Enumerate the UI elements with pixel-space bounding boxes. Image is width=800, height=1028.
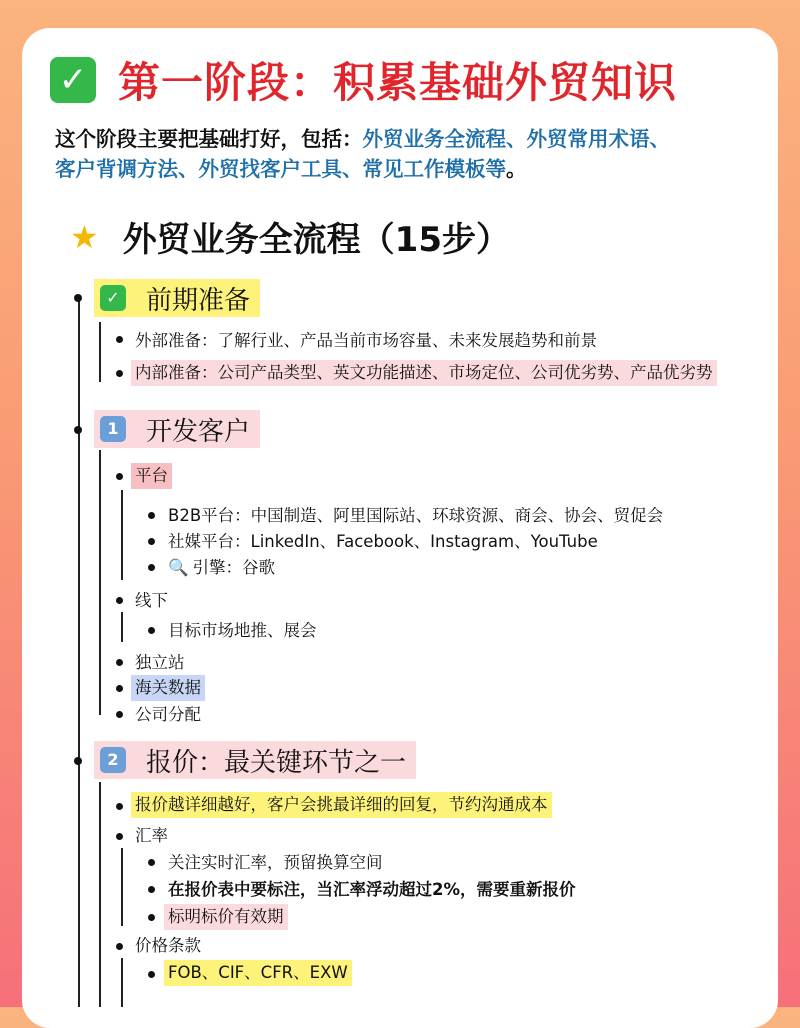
bullet [116,685,123,692]
bullet [148,538,155,545]
list-item: 社媒平台：LinkedIn、Facebook、Instagram、YouTube [168,532,598,551]
list-item: 内部准备：公司产品类型、英文功能描述、市场定位、公司优劣势、产品优劣势 [131,360,717,386]
bullet [148,859,155,866]
bullet [116,711,123,718]
quote-terms: 价格条款 [135,936,201,955]
tree-line-quote [99,782,101,1007]
section-title [70,212,510,261]
bullet [74,757,82,765]
intro-suffix: 。 [506,157,527,181]
bullet [74,426,82,434]
tree-line-prep [99,322,101,382]
check-icon: ✓ [50,57,96,103]
magnifier-icon: 🔍 [168,558,189,577]
list-item: 目标市场地推、展会 [168,621,317,640]
step-prep-title: 前期准备 [146,285,251,316]
intro-highlight-2: 客户背调方法、外贸找客户工具、常见工作模板等 [55,157,506,181]
list-item: 在报价表中要标注，当汇率浮动超过2%，需要重新报价 [168,880,576,899]
develop-offline: 线下 [135,591,168,610]
number-one-icon: 1 [100,416,126,442]
quote-rate: 汇率 [135,826,168,845]
list-item: 外部准备：了解行业、产品当前市场容量、未来发展趋势和前景 [135,331,597,350]
step-develop-header [94,410,260,448]
step-prep-header [94,279,260,317]
bullet [116,370,123,377]
check-badge-icon: ✓ [100,285,126,311]
step-quote-title: 报价：最关键环节之一 [146,747,407,778]
list-item: FOB、CIF、CFR、EXW [164,960,352,986]
bullet [116,473,123,480]
list-item: 标明标价有效期 [164,904,288,930]
section-title-text: 外贸业务全流程（15步） [122,220,511,260]
bullet [116,943,123,950]
step-quote-header [94,741,416,779]
search-engine-text: 引擎：谷歌 [192,558,276,577]
develop-platform: 平台 [131,463,172,489]
list-item: 报价越详细越好，客户会挑最详细的回复，节约沟通成本 [131,792,552,818]
number-two-icon: 2 [100,747,126,773]
bullet [116,833,123,840]
bullet [116,597,123,604]
list-item: 关注实时汇率，预留换算空间 [168,853,383,872]
develop-company: 公司分配 [135,705,201,724]
list-item-search-engine [164,555,279,581]
tree-line-rate [121,848,123,926]
intro-prefix: 这个阶段主要把基础打好，包括： [55,127,363,151]
bullet [148,971,155,978]
tree-line-main [78,300,80,1007]
bullet [74,294,82,302]
page-title [50,52,677,108]
bullet [148,627,155,634]
title-text: 第一阶段：积累基础外贸知识 [118,58,678,107]
bullet [148,512,155,519]
intro-paragraph [55,124,765,184]
develop-standalone: 独立站 [135,653,185,672]
bullet [148,914,155,921]
intro-highlight-1: 外贸业务全流程、外贸常用术语、 [362,127,670,151]
bullet [116,336,123,343]
star-icon: ★ [70,217,99,256]
tree-line-offline [121,612,123,642]
tree-line-terms [121,958,123,1007]
bullet [116,803,123,810]
develop-customs: 海关数据 [131,675,205,701]
bullet [148,564,155,571]
tree-line-develop [99,450,101,715]
list-item: B2B平台：中国制造、阿里国际站、环球资源、商会、协会、贸促会 [168,506,664,525]
bullet [116,659,123,666]
bullet [148,886,155,893]
tree-line-platform [121,490,123,580]
step-develop-title: 开发客户 [146,416,251,447]
